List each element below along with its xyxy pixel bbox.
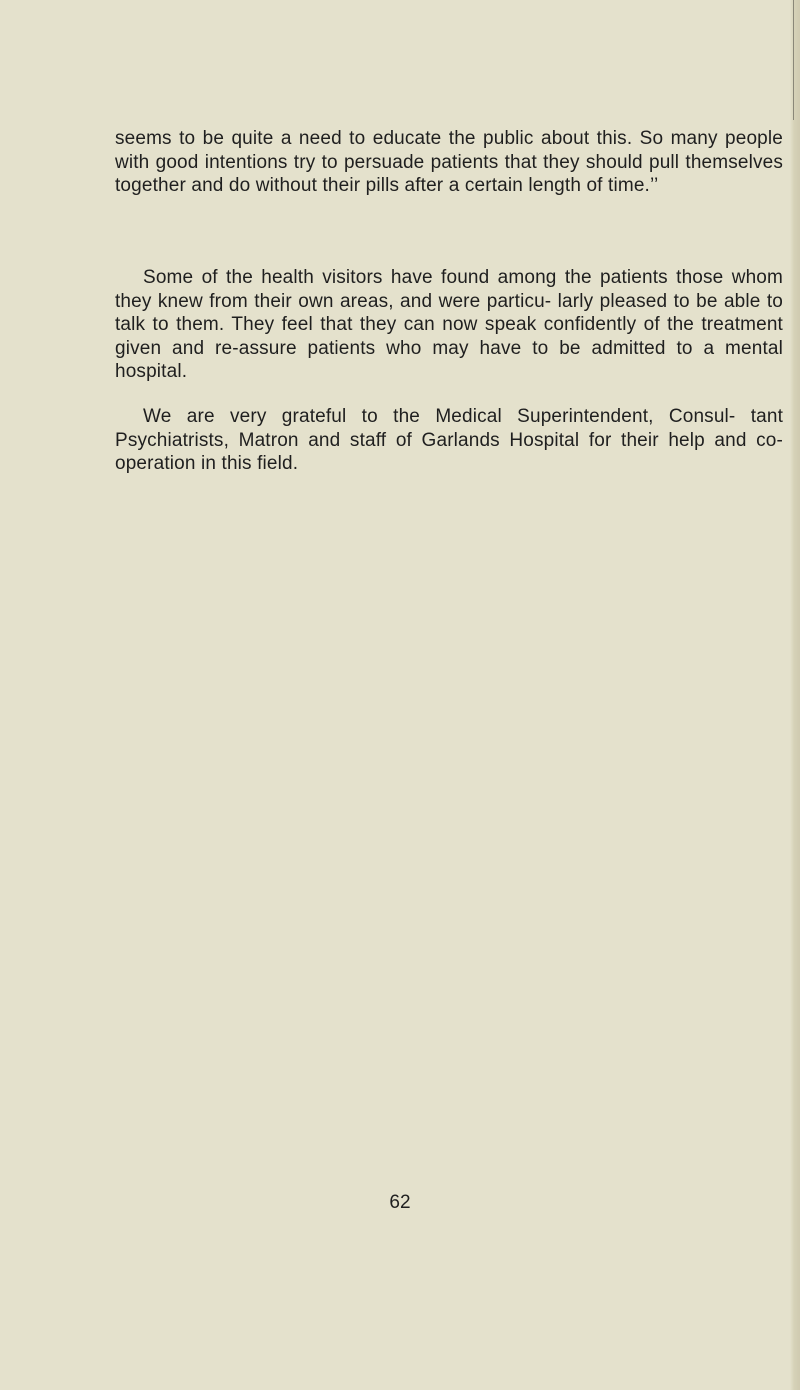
page-number: 62 xyxy=(389,1192,411,1213)
page-edge-shadow xyxy=(793,0,794,120)
paragraph-text: Some of the health visitors have found among the patients those whom they knew from their own areas, and were particu- larly pleased to be able to talk to them. They feel that they can now speak confidently of the treatment given and re-assure patients who may have to be admitted to a mental hospital. xyxy=(115,267,783,382)
paragraph-continuation xyxy=(115,127,783,198)
paragraph-text: We are very grateful to the Medical Superintendent, Consul- tant Psychiatrists, Matron and staff of Garlands Hospital for their help and co-operation in this field. xyxy=(115,406,783,474)
page-edge xyxy=(790,0,800,1390)
paragraph-text: seems to be quite a need to educate the public about this. So many people with good intentions try to persuade patients that they should pull themselves together and do without their pills after a certain length of time.’’ xyxy=(115,128,783,196)
paragraph-health-visitors xyxy=(115,266,783,384)
paragraph-acknowledgement xyxy=(115,405,783,476)
